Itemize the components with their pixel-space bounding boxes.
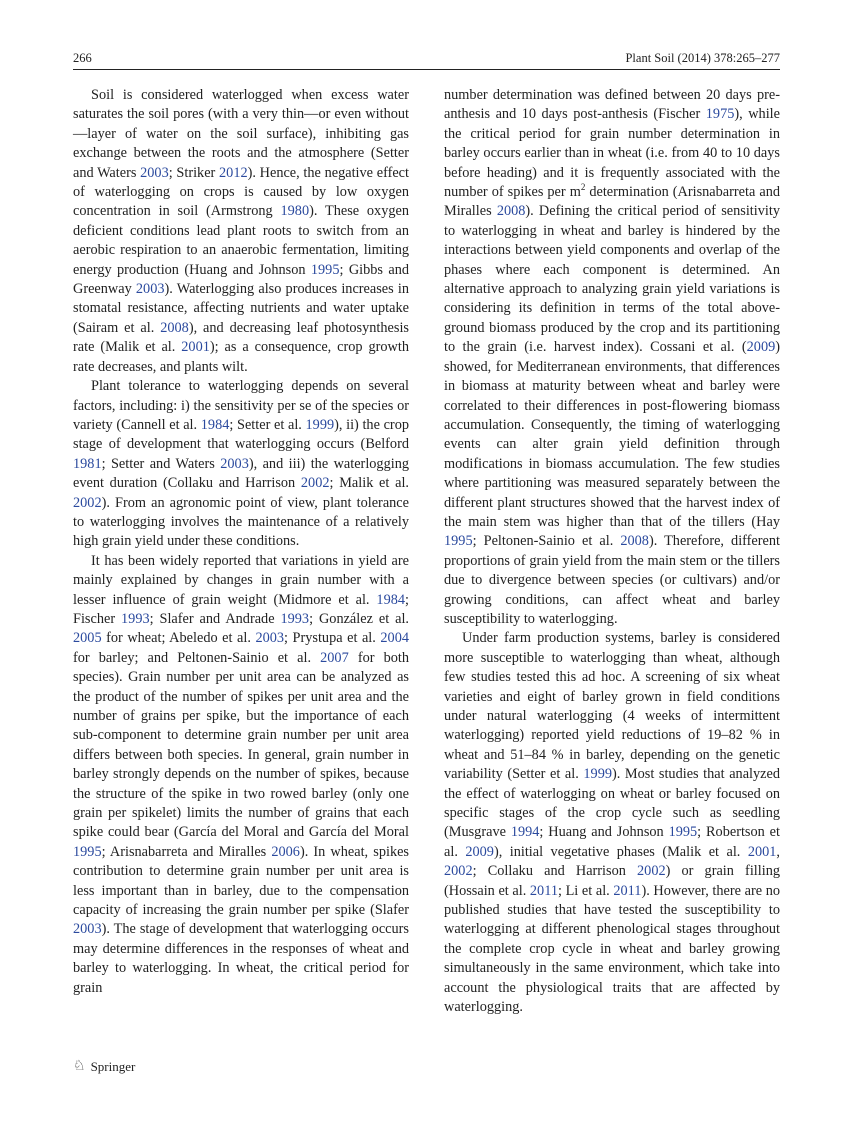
text-run: ; Li et al. [557, 882, 614, 899]
text-run: for wheat; Abeledo et al. [101, 630, 256, 647]
citation-link[interactable]: 2008 [620, 533, 649, 550]
citation-link[interactable]: 1999 [583, 766, 612, 783]
text-run: ; Striker [168, 164, 220, 181]
text-run: ; Malik et al. [329, 475, 409, 492]
text-run: ), ii) the crop stage of development that waterlogging occurs (Belford [73, 416, 409, 453]
citation-link[interactable]: 2003 [140, 164, 169, 181]
text-run: ; Peltonen-Sainio et al. [472, 533, 621, 550]
text-run: ), initial vegetative phases (Malik et al. [493, 843, 748, 860]
citation-link[interactable]: 1981 [73, 455, 102, 472]
text-run: ). Defining the critical period of sensitivity to waterlogging in wheat and barley is hindered by the interactions between yield components and overlap of the phases where each component is determined. An alternative approach to analyzing grain yield variations is considering its definition in terms of the total above-ground biomass produced by the crop and its partitioning to the grain (i.e. harvest index). Cossani et al. ( [444, 203, 780, 356]
text-run: for barley; and Peltonen-Sainio et al. [73, 649, 321, 666]
text-run: , [776, 843, 780, 860]
citation-link[interactable]: 1995 [668, 824, 698, 841]
citation-link[interactable]: 1984 [376, 591, 406, 608]
text-run: for both species). Grain number per unit area can be analyzed as the product of the number of spikes per unit area and the number of grains per spike, but the importance of each sub-component to determine grain number per unit area differs between both species. In general, grain number in barley strongly depends on the number of spikes, because the structure of the spike in two rowed barley (only one grain per spikelet) limits the number of grains that each spike could bear (García del Moral and García del Moral [73, 649, 409, 841]
citation-link[interactable]: 2003 [135, 281, 165, 298]
text-run: ; Huang and Johnson [539, 824, 669, 841]
text-run: ). However, there are no published studies that have tested the susceptibility to waterlogging at different phenological stages throughout the complete crop cycle in wheat and barley growing simultaneously in the same environment, which take into account the physiological traits that are affected by waterlogging. [444, 882, 781, 1016]
citation-link[interactable]: 2002 [637, 863, 666, 880]
citation-link[interactable]: 2003 [73, 921, 102, 938]
text-run: Soil is considered waterlogged when excess water saturates the soil pores (with a very thin—or even without—layer of water on the soil surface), inhibiting gas exchange between the roots and the atmosphere (Setter and Waters [73, 87, 409, 181]
text-run: ), while the critical period for grain number determination in barley occurs earlier than in wheat (i.e. from 40 to 10 days before heading) and it is frequently associated with the number of spikes per m [444, 106, 780, 201]
paragraph [73, 552, 409, 998]
text-run: ); as a consequence, crop growth rate decreases, and plants wilt. [73, 339, 410, 375]
citation-link[interactable]: 1993 [280, 610, 310, 627]
text-run: ). These oxygen deficient conditions lead plant roots to switch from an aerobic respiration to an anaerobic fermentation, limiting energy production (Huang and Johnson [73, 203, 409, 278]
citation-link[interactable]: 2003 [220, 455, 249, 472]
citation-link[interactable]: 2011 [613, 882, 642, 899]
citation-link[interactable]: 2006 [271, 843, 300, 860]
text-run: It has been widely reported that variations in yield are mainly explained by changes in grain number with a lesser influence of grain weight (Midmore et al. [73, 552, 409, 608]
header-rule [73, 69, 780, 70]
text-run: Under farm production systems, barley is considered more susceptible to waterlogging than wheat, although few studies tested this ad hoc. A screening of six wheat varieties and eight of barley grown in field conditions under natural waterlogging (4 weeks of intermittent waterlogging) reported yield reductions of 19–82 % in wheat and 51–84 % in barley, depending on the genetic variability (Setter et al. [444, 630, 780, 783]
citation-link[interactable]: 1975 [705, 106, 735, 123]
citation-link[interactable]: 1999 [305, 416, 335, 433]
publisher-name: Springer [90, 1058, 136, 1074]
citation-link[interactable]: 2001 [181, 339, 210, 356]
text-run: ; Collaku and Harrison [472, 863, 638, 880]
text-run: ). Waterlogging also produces increases in stomatal resistance, affecting nutrients and water uptake (Sairam et al. [73, 281, 409, 336]
footer [73, 1058, 135, 1075]
text-run: ) or grain filling (Hossain et al. [444, 863, 781, 899]
journal-citation: Plant Soil (2014) 378:265–277 [625, 51, 780, 65]
citation-link[interactable]: 2004 [380, 630, 409, 647]
text-run: ), and decreasing leaf photosynthesis rate (Malik et al. [73, 319, 409, 356]
citation-link[interactable]: 1995 [310, 261, 340, 278]
citation-link[interactable]: 1993 [121, 610, 150, 627]
paragraph [73, 86, 409, 377]
text-run: ) showed, for Mediterranean environments, that differences in biomass at maturity between wheat and barley were correlated to their differences in post-flowering biomass accumulation. Consequently, the timing of waterlogging events can alter grain yield definition through modifications in biomass accumulation. The few studies where partitioning was measured separately between the different plant structures showed that the harvest index of the main stem was higher than that of the tillers (Hay [444, 339, 780, 530]
running-header [73, 51, 780, 69]
citation-link[interactable]: 2009 [465, 843, 494, 860]
citation-link[interactable]: 1984 [200, 416, 230, 433]
citation-link[interactable]: 1995 [444, 533, 473, 550]
citation-link[interactable]: 2005 [73, 630, 102, 647]
text-run: ). Most studies that analyzed the effect of waterlogging on wheat or barley focused on specific stages of the crop cycle such as seedling (Musgrave [444, 766, 781, 841]
citation-link[interactable]: 2012 [219, 164, 248, 181]
springer-horse-icon: ♘ [73, 1059, 86, 1074]
text-run: ). The stage of development that waterlogging occurs may determine differences in the responses of wheat and barley to waterlogging. In wheat, the critical period for grain [73, 921, 409, 996]
citation-link[interactable]: 2001 [747, 843, 777, 860]
paragraph [444, 86, 780, 629]
text-run: ). Therefore, different proportions of grain yield from the main stem or the tillers due to divergence between species (or cultivars) and/or growing conditions, can affect wheat and barley susceptibility to waterlogging. [444, 533, 781, 627]
text-run: ; González et al. [309, 610, 409, 627]
citation-link[interactable]: 1995 [73, 843, 102, 860]
citation-link[interactable]: 2008 [160, 319, 189, 336]
right-column [444, 86, 780, 1018]
superscript: 2 [580, 182, 586, 193]
citation-link[interactable]: 2011 [529, 882, 558, 899]
text-run: ). Hence, the negative effect of waterlogging on crops is caused by low oxygen concentration in soil (Armstrong [73, 164, 409, 220]
text-run: ; Fischer [73, 591, 409, 627]
citation-link[interactable]: 2007 [320, 649, 349, 666]
text-run: determination (Arisnabarreta and Miralles [444, 184, 780, 220]
citation-link[interactable]: 2008 [496, 203, 526, 220]
text-run: ; Arisnabarreta and Miralles [101, 843, 272, 860]
text-run: ; Robertson et al. [444, 824, 780, 860]
text-run: ; Prystupa et al. [284, 630, 381, 647]
text-run: ), and iii) the waterlogging event duration (Collaku and Harrison [73, 455, 410, 492]
paragraph [444, 629, 780, 1017]
citation-link[interactable]: 2002 [73, 494, 102, 511]
citation-link[interactable]: 2002 [444, 863, 473, 880]
text-run: ; Setter et al. [229, 416, 306, 433]
left-column [73, 86, 409, 998]
paragraph [73, 377, 409, 552]
text-run: Plant tolerance to waterlogging depends on several factors, including: i) the sensitivity per se of the species or variety (Cannell et al. [73, 378, 409, 433]
citation-link[interactable]: 2002 [300, 475, 330, 492]
text-run: ; Gibbs and Greenway [73, 261, 410, 298]
citation-link[interactable]: 2009 [746, 339, 776, 356]
text-run: ; Slafer and Andrade [149, 610, 281, 627]
citation-link[interactable]: 1980 [280, 203, 310, 220]
citation-link[interactable]: 1994 [510, 824, 540, 841]
text-run: ). In wheat, spikes contribution to determine grain number per unit area is less important than in barley, due to the compensation capacity of increasing the grain number per spike (Slafer [73, 843, 409, 919]
text-run: ). From an agronomic point of view, plant tolerance to waterlogging involves the maintenance of a relatively high grain yield under these conditions. [73, 494, 409, 550]
page-number: 266 [73, 51, 92, 65]
text-run: ; Setter and Waters [101, 455, 221, 472]
citation-link[interactable]: 2003 [255, 630, 285, 647]
text-run: number determination was defined between 20 days pre-anthesis and 10 days post-anthesis (Fischer [444, 87, 780, 123]
